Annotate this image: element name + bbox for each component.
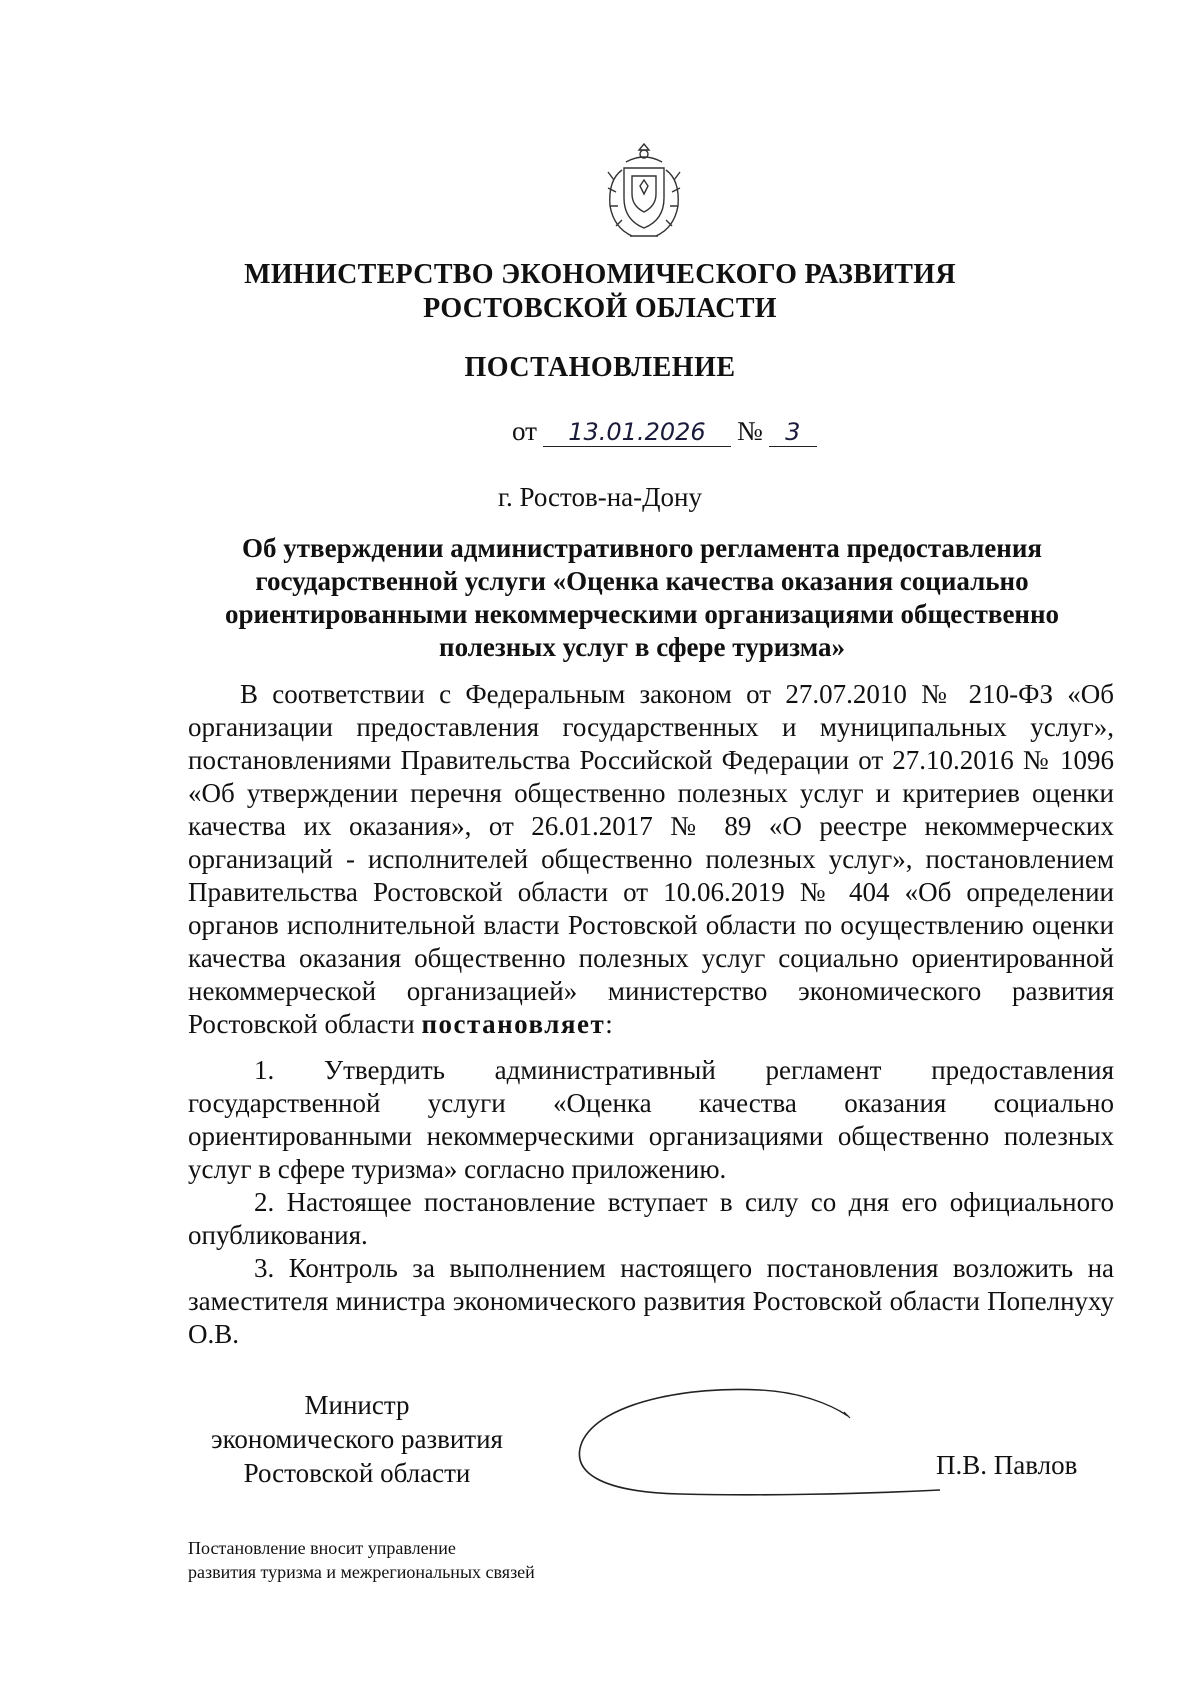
decree-item-2: 2. Настоящее постановление вступает в силу со дня его официального опубликования. xyxy=(188,1187,1114,1250)
decree-colon: : xyxy=(605,1009,613,1039)
signatory-title-line: Ростовской области xyxy=(243,1458,471,1488)
decree-items xyxy=(188,1054,1114,1351)
signatory-name: П.В. Павлов xyxy=(936,1450,1078,1480)
number-prefix: № xyxy=(736,416,763,446)
city: г. Ростов-на-Дону xyxy=(497,482,702,512)
footer-line: развития туризма и межрегиональных связей xyxy=(188,1562,535,1582)
document-type: ПОСТАНОВЛЕНИЕ xyxy=(464,352,736,383)
date-prefix: от xyxy=(512,416,537,446)
handwritten-signature xyxy=(560,1382,950,1502)
decree-word: постановляет xyxy=(421,1009,606,1039)
subject-line: государственной услуги «Оценка качества оказания социально xyxy=(255,566,1029,596)
subject-line: полезных услуг в сфере туризма» xyxy=(439,632,845,662)
subject-line: Об утверждении административного регламента предоставления xyxy=(242,533,1042,563)
ministry-name-line2: РОСТОВСКОЙ ОБЛАСТИ xyxy=(423,293,777,324)
footer-line: Постановление вносит управление xyxy=(188,1538,456,1558)
date-number-line xyxy=(512,416,817,447)
signatory-title xyxy=(196,1388,518,1490)
footer-note xyxy=(188,1536,535,1584)
handwritten-date: 13.01.2026 xyxy=(543,418,731,447)
signatory-title-line: Министр xyxy=(304,1390,410,1420)
ministry-name xyxy=(0,258,1200,326)
handwritten-number: 3 xyxy=(769,418,817,447)
preamble-text: В соответствии с Федеральным законом от 27.07.2010 № 210-ФЗ «Об организации предоставления государственных и муниципальных услуг», постановлениями Правительства Российской Федерации от 27.10.2016 № 1096 «Об утверждении перечня общественно полезных услуг и критериев оценки качества их оказания», от 26.01.2017 № 89 «О реестре некоммерческих организаций - исполнителей общественно полезных услуг», постановлением Правительства Ростовской области от 10.06.2019 № 404 «Об определении органов исполнительной власти Ростовской области по осуществлению оценки качества оказания общественно полезных услуг социально ориентированной некоммерческой организацией» министерство экономического развития Ростовской области xyxy=(188,679,1114,1039)
decree-item-3: 3. Контроль за выполнением настоящего постановления возложить на заместителя министра экономического развития Ростовской области Попелнуху О.В. xyxy=(188,1253,1114,1349)
subject-line: ориентированными некоммерческими организациями общественно xyxy=(224,599,1060,629)
decree-item-1: 1. Утвердить административный регламент предоставления государственной услуги «Оценка качества оказания социально ориентированными некоммерческими организациями общественно полезных услуг в сфере туризма» согласно приложению. xyxy=(188,1055,1114,1184)
document-subject xyxy=(200,532,1084,664)
coat-of-arms-icon xyxy=(596,140,692,242)
signatory-title-line: экономического развития xyxy=(211,1424,503,1454)
ministry-name-line1: МИНИСТЕРСТВО ЭКОНОМИЧЕСКОГО РАЗВИТИЯ xyxy=(244,259,956,290)
preamble-paragraph xyxy=(188,678,1114,1041)
